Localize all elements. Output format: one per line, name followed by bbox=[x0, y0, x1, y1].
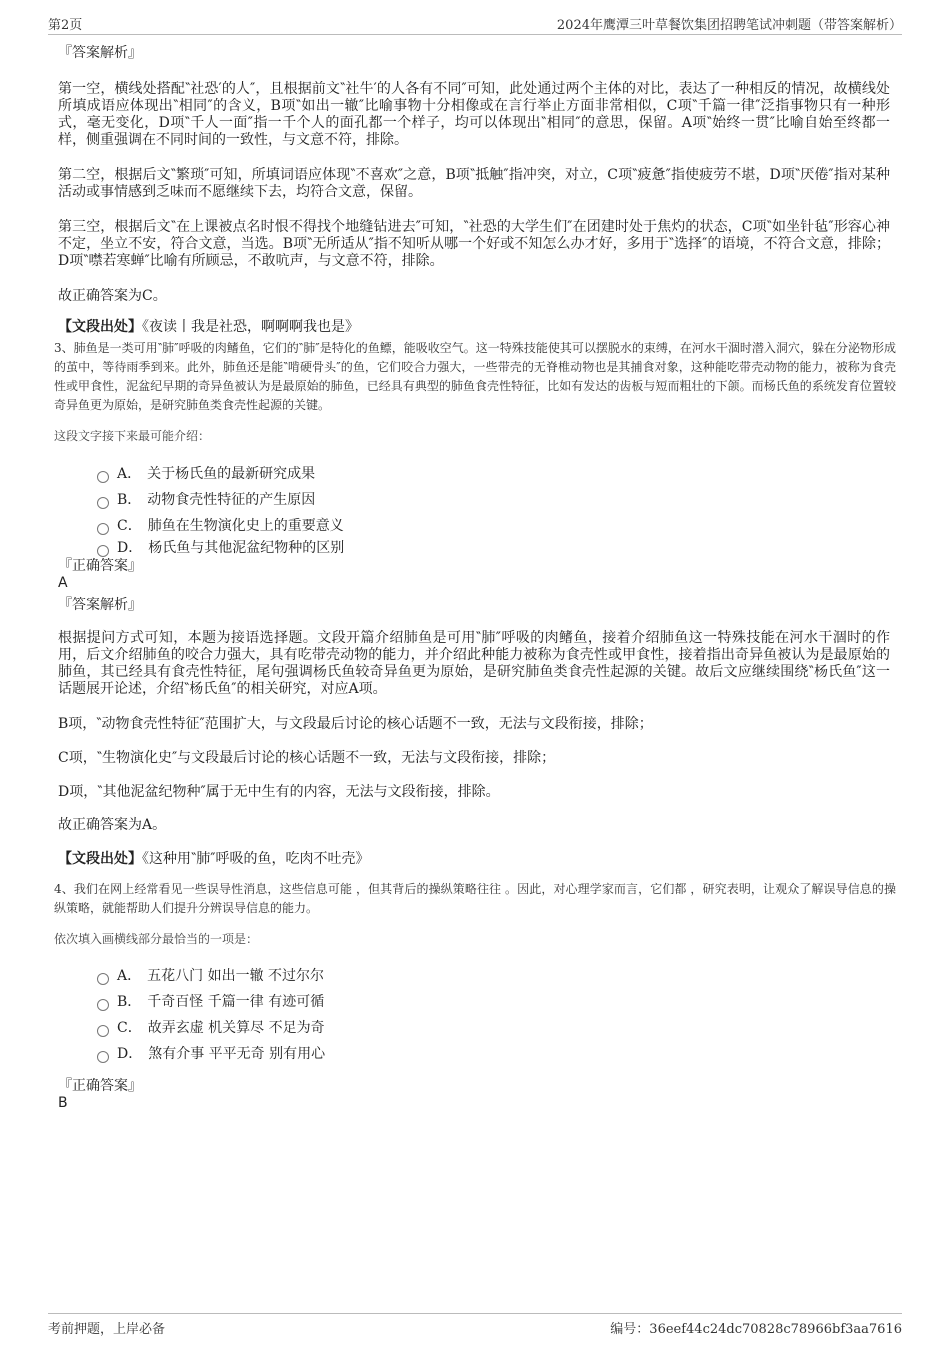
page-content bbox=[0, 44, 950, 1111]
q3-analysis-label: 『答案解析』 bbox=[58, 597, 142, 613]
q3-analysis-para-3: C项，‶生物演化史″与文段最后讨论的核心话题不一致，无法与文段衔接，排除； bbox=[58, 750, 556, 766]
q3-analysis-para-1: 根据提问方式可知，本题为接语选择题。文段开篇介绍肺鱼是可用‶肺″呼吸的肉鳍鱼，接着介绍肺鱼这一特殊技能在河水干涸时的作用，后文介绍肺鱼的咬合力强大，具有吃带壳动物的能力，并介绍此种能力被称为食壳性或甲食性，接着指出奇异鱼被认为是最原始的肺鱼，其已经具有食壳性特征，尾句强调杨氏鱼较奇异鱼更为原始，是研究肺鱼类食壳性起源的关键。故后文应继续围绕‶杨氏鱼″这一话题展开论述，介绍‶杨氏鱼″的相关研究，对应A项。 bbox=[58, 630, 890, 697]
q2-conclusion: 故正确答案为C。 bbox=[58, 288, 167, 304]
q4-answer-label: 『正确答案』 bbox=[58, 1078, 142, 1094]
q4-answer: B bbox=[58, 1095, 68, 1111]
radio-icon[interactable] bbox=[97, 1051, 109, 1063]
document-id: 编号：36eef44c24dc70828c78966bf3aa7616 bbox=[610, 1322, 902, 1337]
page-footer bbox=[48, 1313, 902, 1336]
q3-option-a[interactable]: A． 关于杨氏鱼的最新研究成果 bbox=[97, 461, 950, 487]
q3-answer-label: 『正确答案』 bbox=[58, 558, 142, 574]
q4-option-a[interactable]: A． 五花八门 如出一辙 不过尔尔 bbox=[97, 963, 950, 989]
q2-source-label: 【文段出处】 bbox=[58, 319, 142, 335]
q4-option-b[interactable]: B． 千奇百怪 千篇一律 有迹可循 bbox=[97, 989, 950, 1015]
q3-source-label: 【文段出处】 bbox=[58, 851, 142, 867]
document-title: 2024年鹰潭三叶草餐饮集团招聘笔试冲刺题（带答案解析） bbox=[556, 18, 902, 33]
q2-analysis-label: 『答案解析』 bbox=[58, 45, 142, 61]
q2-analysis-para-2: 第二空，根据后文‶繁琐″可知，所填词语应体现‶不喜欢″之意，B项‶抵触″指冲突，对立，C项‶疲惫″指使疲劳不堪，D项‶厌倦″指对某种活动或事情感到乏味而不愿继续下去，均符合文意，保留。 bbox=[58, 167, 890, 200]
footer-slogan: 考前押题，上岸必备 bbox=[48, 1322, 166, 1337]
q2-analysis-para-3: 第三空，根据后文‶在上课被点名时恨不得找个地缝钻进去″可知，‶社恐的大学生们″在团建时处于焦灼的状态，C项‶如坐针毡″形容心神不定，坐立不安，符合文意，当选。B项‶无所适从″指不知听从哪一个好或不知怎么办才好，多用于‶选择″的语境，不符合文意，排除；D项‶噤若寒蝉″比喻有所顾忌，不敢吭声，与文意不符，排除。 bbox=[58, 219, 890, 269]
q3-answer: A bbox=[58, 575, 68, 591]
q3-source bbox=[58, 850, 950, 868]
q3-analysis-para-4: D项，‶其他泥盆纪物种″属于无中生有的内容，无法与文段衔接，排除。 bbox=[58, 784, 500, 800]
q3-option-c[interactable]: C． 肺鱼在生物演化史上的重要意义 bbox=[97, 513, 950, 539]
radio-icon[interactable] bbox=[97, 1025, 109, 1037]
radio-icon[interactable] bbox=[97, 973, 109, 985]
q3-analysis-para-2: B项，‶动物食壳性特征″范围扩大，与文段最后讨论的核心话题不一致，无法与文段衔接，排除； bbox=[58, 716, 653, 732]
q4-prompt: 依次填入画横线部分最恰当的一项是： bbox=[54, 932, 259, 946]
radio-icon[interactable] bbox=[97, 471, 109, 483]
q3-option-d[interactable]: D． 杨氏鱼与其他泥盆纪物种的区别 bbox=[97, 539, 950, 557]
radio-icon[interactable] bbox=[97, 545, 109, 557]
radio-icon[interactable] bbox=[97, 523, 109, 535]
q4-option-c[interactable]: C． 故弄玄虚 机关算尽 不足为奇 bbox=[97, 1015, 950, 1041]
q2-source-title: 《夜读丨我是社恐，啊啊啊我也是》 bbox=[142, 319, 359, 335]
radio-icon[interactable] bbox=[97, 497, 109, 509]
q3-stem: 3、肺鱼是一类可用‶肺″呼吸的肉鳍鱼，它们的‶肺″是特化的鱼鳔，能吸收空气。这一特殊技能使其可以摆脱水的束缚，在河水干涸时潜入洞穴，躲在分泌物形成的茧中，等待雨季到来。此外，肺鱼还是能‶啃硬骨头″的鱼，它们咬合力强大，一些带壳的无脊椎动物也是其捕食对象，这种能吃带壳动物的能力，被称为食壳性或甲食性，泥盆纪早期的奇异鱼被认为是最原始的肺鱼，已经具有典型的肺鱼食壳性特征，比如有发达的齿板与短而粗壮的下颌。而杨氏鱼的系统发育位置较奇异鱼更为原始，是研究肺鱼类食壳性起源的关键。 bbox=[54, 341, 896, 412]
q3-option-b[interactable]: B． 动物食壳性特征的产生原因 bbox=[97, 487, 950, 513]
radio-icon[interactable] bbox=[97, 999, 109, 1011]
q4-option-d[interactable]: D． 煞有介事 平平无奇 别有用心 bbox=[97, 1041, 950, 1067]
q4-stem: 4、我们在网上经常看见一些误导性消息，这些信息可能 ，但其背后的操纵策略往往 。因此，对心理学家而言，它们都 ，研究表明，让观众了解误导信息的操纵策略，就能帮助人们提升分辨误导信息的能力。 bbox=[54, 882, 896, 915]
page-header bbox=[48, 14, 902, 35]
q2-source bbox=[58, 318, 950, 336]
q3-conclusion: 故正确答案为A。 bbox=[58, 817, 167, 833]
q3-prompt: 这段文字接下来最可能介绍： bbox=[54, 429, 211, 443]
page-number: 第2页 bbox=[48, 18, 83, 33]
q3-source-title: 《这种用‶肺″呼吸的鱼，吃肉不吐壳》 bbox=[142, 851, 370, 867]
q2-analysis-para-1: 第一空，横线处搭配‶社恐′的人″，且根据前文‶社牛′的人各有不同″可知，此处通过两个主体的对比，表达了一种相反的情况，故横线处所填成语应体现出‶相同″的含义，B项‶如出一辙″比喻事物十分相像或在言行举止方面非常相似，C项‶千篇一律″泛指事物只有一种形式，毫无变化，D项‶千人一面″指一千个人的面孔都一个样子，均可以体现出‶相同″的意思，保留。A项‶始终一贯″比喻自始至终都一样，侧重强调在不同时间的一致性，与文意不符，排除。 bbox=[58, 81, 890, 148]
